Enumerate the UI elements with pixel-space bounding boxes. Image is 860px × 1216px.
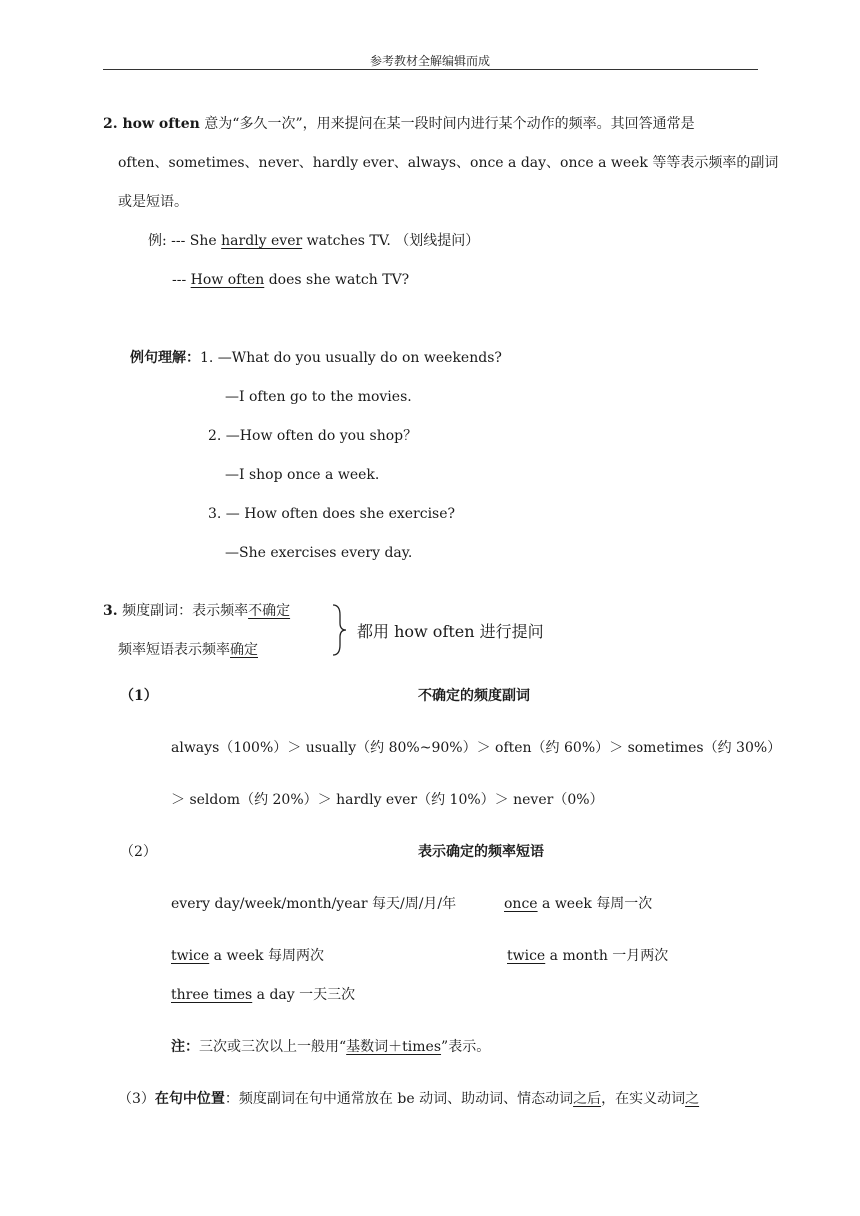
example-question: 例: --- She hardly ever watches TV. （划线提问）	[148, 233, 480, 249]
phrase-twice-month: twice a month 一月两次	[507, 948, 669, 964]
section2-line1: 2. how often 意为“多久一次”，用来提问在某一段时间内进行某个动作的频率。其回答通常是	[103, 116, 695, 132]
examples-answer-2: —I shop once a week.	[225, 467, 380, 483]
examples-answer-3: —She exercises every day.	[225, 545, 413, 561]
right-brace-icon	[330, 603, 350, 657]
part1-title: 不确定的频度副词	[418, 688, 530, 704]
section2-heading: 2. how often	[103, 116, 200, 132]
examples-answer-1: —I often go to the movies.	[225, 389, 412, 405]
underlined-phrase: hardly ever	[221, 233, 303, 249]
section2-line3: 或是短语。	[118, 194, 188, 210]
part2-title: 表示确定的频率短语	[418, 844, 544, 860]
part1-scale-line2: ＞ seldom（约 20%）＞ hardly ever（约 10%）＞ never（0%）	[171, 792, 604, 808]
phrase-twice-week: twice a week 每周两次	[171, 948, 324, 964]
brace-note: 都用 how often 进行提问	[357, 622, 544, 641]
phrase-once: once a week 每周一次	[504, 896, 653, 912]
header-rule	[103, 69, 758, 70]
page-header: 参考教材全解编辑而成	[369, 54, 490, 68]
example-answer: --- How often does she watch TV?	[172, 272, 410, 288]
phrase-three-times: three times a day 一天三次	[171, 987, 356, 1003]
section3-line2: 频率短语表示频率确定	[118, 642, 258, 658]
part3-line: （3）在句中位置：频度副词在句中通常放在 be 动词、助动词、情态动词之后，在实义动词之	[118, 1091, 700, 1107]
examples-row-1: 例句理解：1. —What do you usually do on weekends?	[130, 350, 502, 366]
section2-line2: often、sometimes、never、hardly ever、always、once a day、once a week 等等表示频率的副词	[118, 155, 779, 171]
part1-scale-line1: always（100%）＞ usually（约 80%~90%）＞ often（约 60%）＞ sometimes（约 30%）	[171, 740, 782, 756]
part2-label: （2）	[120, 844, 157, 860]
part1-label: （1）	[120, 688, 158, 704]
examples-question-2: 2. —How often do you shop？	[208, 428, 418, 444]
phrase-every: every day/week/month/year 每天/周/月/年	[171, 896, 457, 912]
section3-line1: 3. 频度副词：表示频率不确定	[103, 603, 291, 619]
underlined-phrase: How often	[190, 272, 265, 288]
examples-question-3: 3. — How often does she exercise?	[208, 506, 456, 522]
examples-label: 例句理解：	[130, 350, 200, 366]
note-line: 注：三次或三次以上一般用“基数词＋times”表示。	[171, 1039, 491, 1055]
